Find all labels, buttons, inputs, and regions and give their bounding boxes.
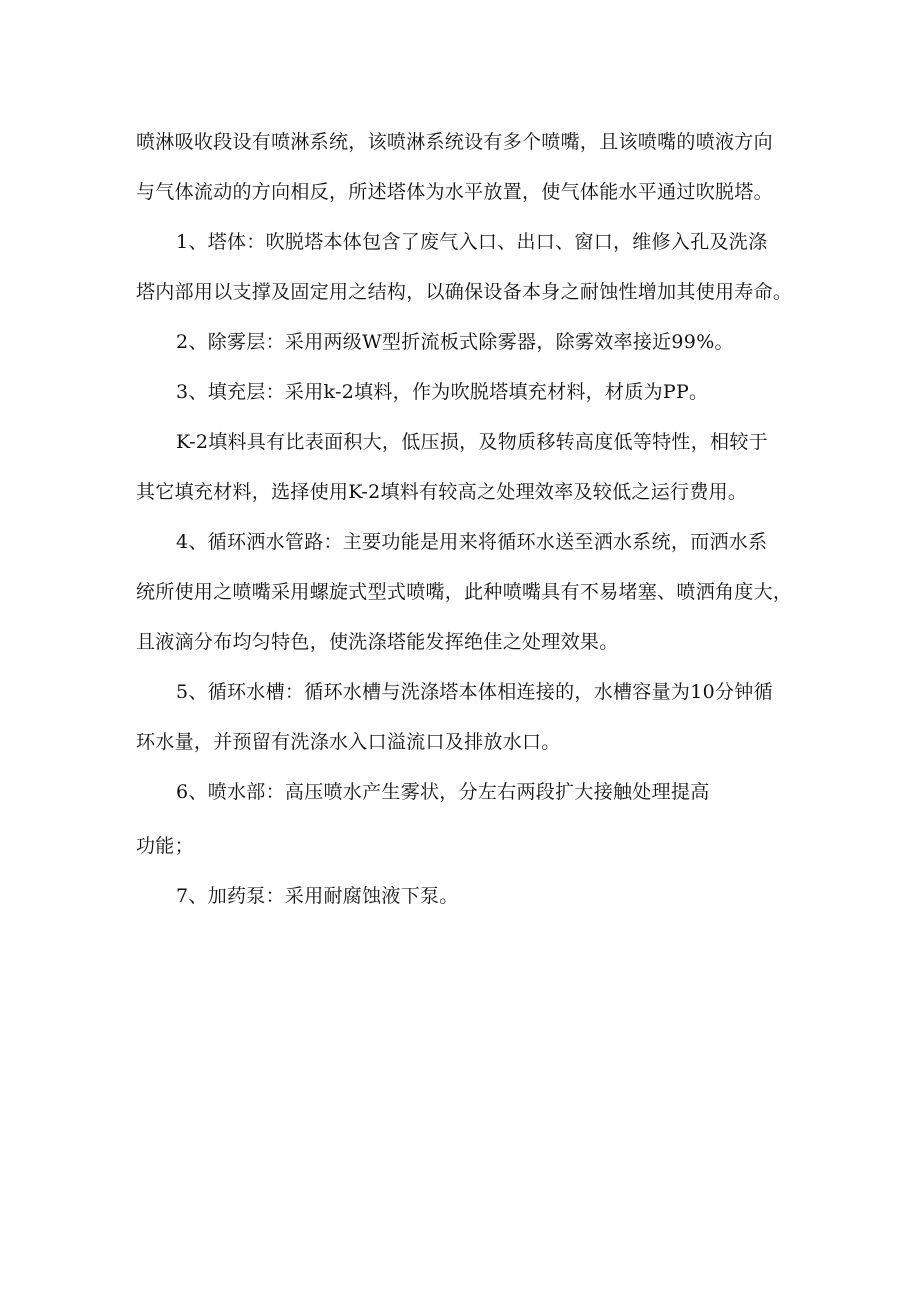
paragraph-line: 其它填充材料，选择使用K-2填料有较高之处理效率及较低之运行费用。 [136, 481, 748, 503]
paragraph-line: 2、除雾层：采用两级W型折流板式除雾器，除雾效率接近99%。 [176, 331, 734, 353]
paragraph-line: 1、塔体：吹脱塔本体包含了废气入口、出口、窗口，维修入孔及洗涤 [176, 231, 768, 253]
paragraph-line: 环水量，并预留有洗涤水入口溢流口及排放水口。 [136, 731, 561, 753]
paragraph-line: 统所使用之喷嘴采用螺旋式型式喷嘴，此种喷嘴具有不易堵塞、喷洒角度大， [136, 581, 793, 603]
paragraph-line: 喷淋吸收段设有喷淋系统，该喷淋系统设有多个喷嘴，且该喷嘴的喷液方向 [136, 131, 773, 153]
paragraph-line: 7、加药泵：采用耐腐蚀液下泵。 [176, 885, 459, 907]
document-body [136, 122, 796, 926]
paragraph-line: 功能； [136, 835, 194, 857]
paragraph-line: 6、喷水部：高压喷水产生雾状，分左右两段扩大接触处理提高 [176, 781, 710, 803]
paragraph-line: 且液滴分布均匀特色，使洗涤塔能发挥绝佳之处理效果。 [136, 631, 619, 653]
paragraph-line: 塔内部用以支撑及固定用之结构，以确保设备本身之耐蚀性增加其使用寿命。 [136, 281, 793, 303]
paragraph-line: 5、循环水槽：循环水槽与洗涤塔本体相连接的，水槽容量为10分钟循 [176, 681, 773, 703]
paragraph-line: K-2填料具有比表面积大，低压损，及物质移转高度低等特性，相较于 [176, 431, 768, 453]
paragraph-line: 与气体流动的方向相反，所述塔体为水平放置，使气体能水平通过吹脱塔。 [136, 181, 773, 203]
paragraph-line: 4、循环洒水管路：主要功能是用来将循环水送至洒水系统，而洒水系 [176, 531, 768, 553]
paragraph-line: 3、填充层：采用k-2填料，作为吹脱塔填充材料，材质为PP。 [176, 381, 709, 403]
